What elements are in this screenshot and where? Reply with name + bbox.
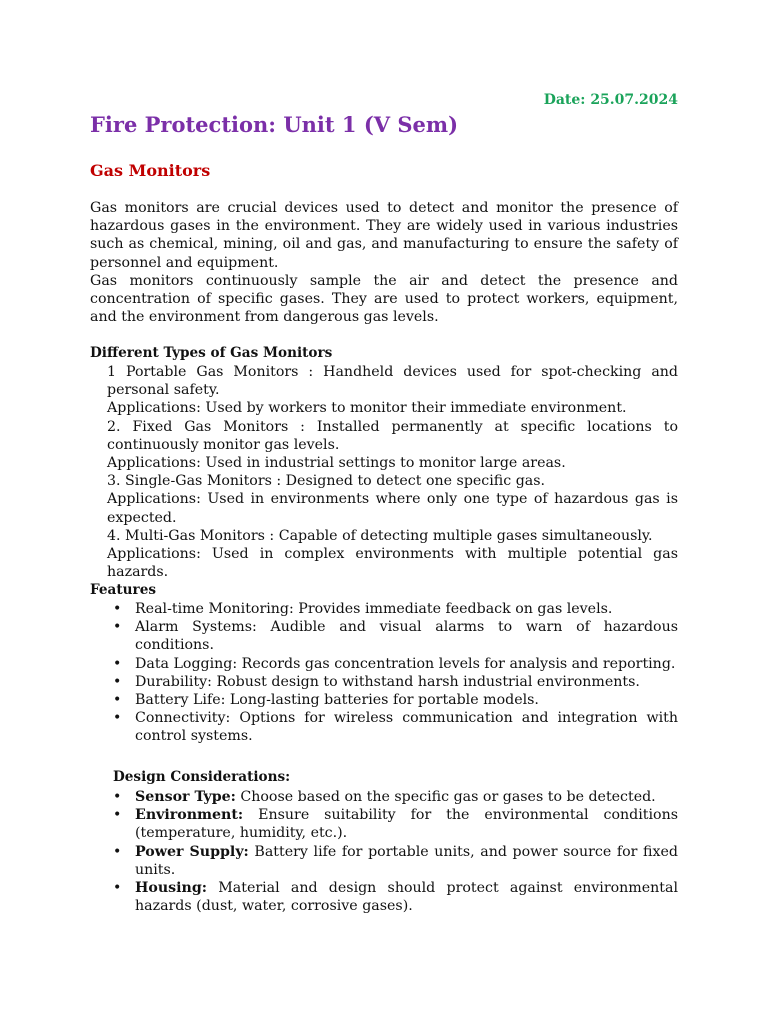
item-label: Housing:	[135, 880, 208, 897]
item-label: Sensor Type:	[135, 789, 236, 805]
type-line: Applications: Used by workers to monitor their immediate environment.	[107, 400, 627, 417]
document-date: Date: 25.07.2024	[543, 92, 678, 108]
bullet-icon: •	[113, 710, 122, 727]
list-item: • Battery Life: Long-lasting batteries for portable models.	[113, 692, 539, 709]
types-heading: Different Types of Gas Monitors	[90, 345, 333, 361]
intro-section	[90, 199, 678, 326]
bullet-icon: •	[113, 789, 122, 805]
bullet-icon: •	[113, 601, 122, 617]
list-item: • Power Supply: Battery life for portable units, and power source for fixed units.	[113, 843, 678, 878]
bullet-icon: •	[113, 655, 122, 672]
item-label: Environment:	[135, 807, 244, 824]
bullet-icon: •	[113, 807, 122, 824]
type-line: Applications: Used in environments where only one type of hazardous gas is expected.	[107, 491, 678, 526]
document-title: Fire Protection: Unit 1 (V Sem)	[90, 112, 459, 137]
bullet-icon: •	[113, 673, 122, 690]
bullet-icon: •	[113, 619, 122, 636]
section-title-gas-monitors: Gas Monitors	[90, 161, 211, 180]
intro-paragraph-1: Gas monitors are crucial devices used to detect and monitor the presence of hazardous gases in the environment. They are widely used in various industries such as chemical, mining, oil and gas, and manufacturing to ensure the safety of personnel and equipment.	[90, 200, 678, 271]
features-heading: Features	[90, 582, 156, 598]
type-line: 2. Fixed Gas Monitors : Installed permanently at specific locations to continuously monitor gas levels.	[107, 418, 678, 453]
bullet-icon: •	[113, 692, 122, 709]
bullet-icon: •	[113, 880, 122, 897]
bullet-icon: •	[113, 843, 122, 860]
type-line: 4. Multi-Gas Monitors : Capable of detecting multiple gases simultaneously.	[107, 527, 653, 544]
list-item: • Environment: Ensure suitability for the environmental conditions (temperature, humidity, etc.).	[113, 807, 678, 842]
list-item: • Housing: Material and design should protect against environmental hazards (dust, water, corrosive gases).	[113, 880, 678, 915]
list-item: • Durability: Robust design to withstand harsh industrial environments.	[113, 673, 640, 690]
types-list	[107, 363, 678, 581]
type-line: Applications: Used in complex environments with multiple potential gas hazards.	[107, 546, 678, 581]
list-item: • Data Logging: Records gas concentration levels for analysis and reporting.	[113, 655, 676, 672]
type-line: 3. Single-Gas Monitors : Designed to detect one specific gas.	[107, 473, 546, 490]
intro-paragraph-2: Gas monitors continuously sample the air and detect the presence and concentration of specific gases. They are used to protect workers, equipment, and the environment from dangerous gas levels.	[90, 272, 678, 326]
item-label: Power Supply:	[135, 843, 249, 860]
design-list	[113, 788, 678, 915]
list-item: • Alarm Systems: Audible and visual alarms to warn of hazardous conditions.	[113, 619, 678, 654]
list-item: • Real-time Monitoring: Provides immediate feedback on gas levels.	[113, 601, 613, 617]
features-list	[113, 600, 678, 746]
list-item: • Sensor Type: Choose based on the specific gas or gases to be detected.	[113, 789, 656, 805]
type-line: 1 Portable Gas Monitors : Handheld devices used for spot-checking and personal safety.	[107, 364, 678, 399]
list-item: • Connectivity: Options for wireless communication and integration with control systems.	[113, 710, 678, 745]
design-heading: Design Considerations:	[113, 769, 291, 785]
type-line: Applications: Used in industrial settings to monitor large areas.	[107, 455, 566, 472]
